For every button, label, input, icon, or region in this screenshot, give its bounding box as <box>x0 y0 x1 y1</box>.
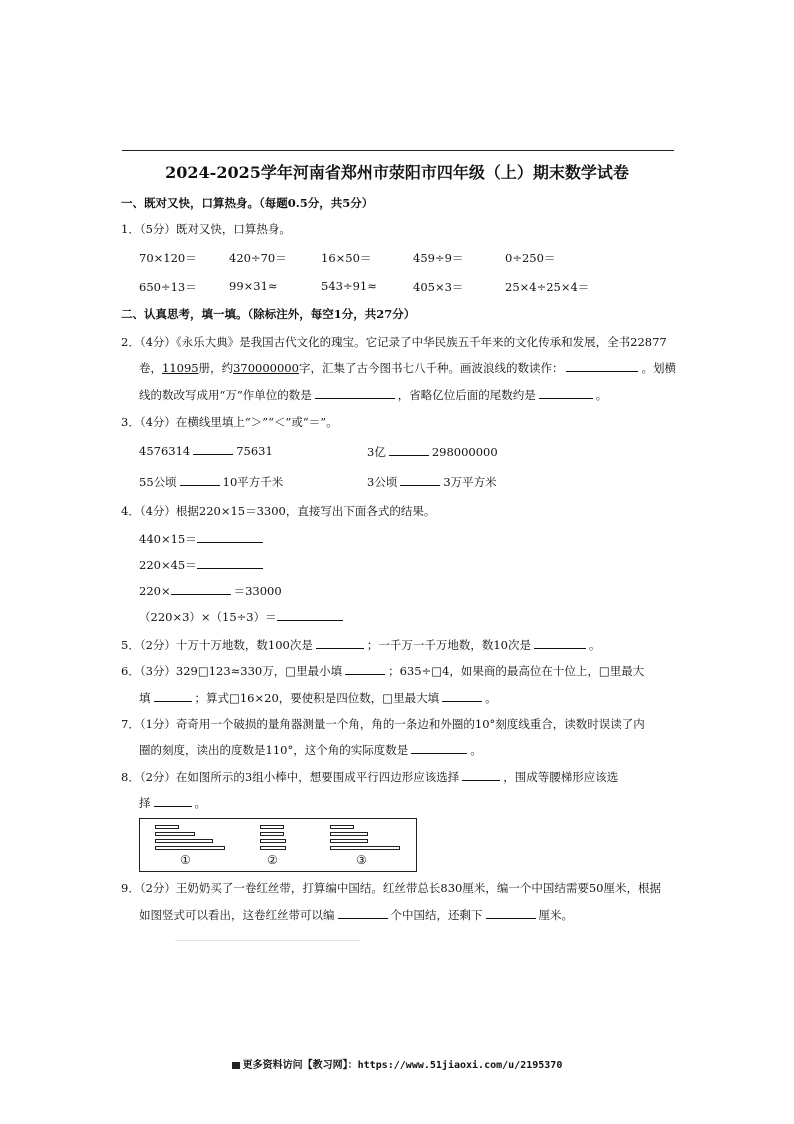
answer-blank[interactable] <box>193 444 233 455</box>
answer-blank[interactable] <box>277 610 343 621</box>
q5-text: 。 <box>588 638 601 652</box>
compare-left: 4576314 <box>139 444 191 458</box>
q4-item <box>139 609 346 625</box>
stick <box>155 832 195 836</box>
q4-item <box>139 557 266 573</box>
footer-link[interactable]: 更多资料访问【教习网】：https://www.51jiaoxi.com/u/2195370 <box>242 1060 563 1071</box>
answer-blank[interactable] <box>316 638 364 649</box>
answer-blank[interactable] <box>566 361 638 372</box>
q6-text: 。 <box>485 691 497 705</box>
compare-item <box>367 474 497 490</box>
compare-item <box>139 474 283 490</box>
q6-text: 填 <box>139 691 151 705</box>
answer-blank[interactable] <box>154 796 192 807</box>
q8-line-1 <box>121 769 618 785</box>
stick <box>260 832 284 836</box>
q4-item <box>139 531 266 547</box>
answer-blank[interactable] <box>315 388 395 399</box>
compare-item <box>367 444 498 460</box>
compare-left: 3亿 <box>367 445 386 459</box>
compare-left: 55公顷 <box>139 475 177 489</box>
answer-blank[interactable] <box>539 388 593 399</box>
stick <box>330 846 400 850</box>
stick <box>155 846 225 850</box>
q2-text: 册，约 <box>198 361 234 375</box>
straight-underlined-number: 11095 <box>162 361 199 375</box>
answer-blank[interactable] <box>171 584 231 595</box>
flag-icon <box>232 1062 240 1069</box>
calc-item: 650÷13＝ <box>139 280 197 294</box>
q9-line-1: 9．（2分）王奶奶买了一卷红丝带，打算编中国结。红丝带总长830厘米，编一个中国结需要50厘米，根据 <box>121 881 661 895</box>
q5 <box>121 637 600 653</box>
q7-line-1: 7．（1分）奇奇用一个破损的量角器测量一个角，角的一条边和外圈的10°刻度线重合，读数时误读了内 <box>121 717 645 731</box>
q5-text: 5．（2分）十万十万地数，数100次是 <box>121 638 313 652</box>
q9-text: 个中国结，还剩下 <box>390 908 483 922</box>
compare-right: 75631 <box>236 444 273 458</box>
calc-item: 70×120＝ <box>139 251 197 265</box>
calc-item: 99×31≈ <box>229 279 278 293</box>
stick <box>330 832 368 836</box>
q8-line-2 <box>139 795 206 811</box>
q4-expr: 220× <box>139 584 171 598</box>
page-title: 2024-2025学年河南省郑州市荥阳市四年级（上）期末数学试卷 <box>165 163 629 182</box>
q8-text: 8．（2分）在如图所示的3组小棒中，想要围成平行四边形应该选择 <box>121 770 460 784</box>
section-2-heading: 二、认真思考，填一填。（除标注外，每空1分，共27分） <box>121 307 416 321</box>
compare-right: 10平方千米 <box>222 475 284 489</box>
q3-stem: 3．（4分）在横线里填上“＞”“＜”或“＝”。 <box>121 415 338 429</box>
q9-text: 如图竖式可以看出，这卷红丝带可以编 <box>139 908 335 922</box>
faint-line <box>175 940 360 941</box>
q4-expr: 220×45＝ <box>139 558 197 572</box>
q6-line-2 <box>139 690 497 706</box>
q2-text: 线的数改写成用“万”作单位的数是 <box>139 388 312 402</box>
answer-blank[interactable] <box>534 638 586 649</box>
calc-item: 459÷9＝ <box>413 251 464 265</box>
answer-blank[interactable] <box>442 691 482 702</box>
header-rule <box>122 150 674 151</box>
section-1-heading: 一、既对又快，口算热身。（每题0.5分，共5分） <box>121 196 374 210</box>
q5-text: ；一千万一千万地数，数10次是 <box>366 638 531 652</box>
calc-item: 420÷70＝ <box>229 251 287 265</box>
q6-line-1 <box>121 663 644 679</box>
sticks-figure <box>139 818 417 872</box>
answer-blank[interactable] <box>411 743 467 754</box>
calc-item: 405×3＝ <box>413 280 464 294</box>
stick <box>155 825 179 829</box>
stick <box>330 839 368 843</box>
footer <box>0 1056 794 1071</box>
answer-blank[interactable] <box>462 770 500 781</box>
q2-line-2 <box>139 360 676 376</box>
calc-item: 25×4÷25×4＝ <box>505 280 590 294</box>
q8-text: 。 <box>194 796 206 810</box>
stick <box>260 839 286 843</box>
q6-text: ；635÷□4，如果商的最高位在十位上，□里最大 <box>388 664 645 678</box>
q6-text: 6．（3分）329□123≈330万，□里最小填 <box>121 664 343 678</box>
q9-line-2 <box>139 907 573 923</box>
group-label: ② <box>267 853 278 867</box>
compare-left: 3公顷 <box>367 475 398 489</box>
group-label: ① <box>180 853 191 867</box>
answer-blank[interactable] <box>338 908 388 919</box>
compare-right: 3万平方米 <box>443 475 497 489</box>
answer-blank[interactable] <box>197 558 263 569</box>
q7-text: 。 <box>470 743 482 757</box>
q2-text: 卷， <box>139 361 162 375</box>
q6-text: ；算式□16×20，要使积是四位数，□里最大填 <box>194 691 440 705</box>
q2-text: ，省略亿位后面的尾数约是 <box>397 388 536 402</box>
q7-text: 圈的刻度，读出的度数是110°，这个角的实际度数是 <box>139 743 409 757</box>
answer-blank[interactable] <box>486 908 536 919</box>
wavy-underlined-number: 370000000 <box>233 361 299 375</box>
q7-line-2 <box>139 742 482 758</box>
answer-blank[interactable] <box>400 475 440 486</box>
compare-right: 298000000 <box>431 445 498 459</box>
q8-text: ，围成等腰梯形应该选 <box>503 770 619 784</box>
calc-item: 16×50＝ <box>321 251 372 265</box>
q8-text: 择 <box>139 796 151 810</box>
stick <box>330 825 354 829</box>
q2-text: 。划横 <box>641 361 676 375</box>
stick <box>260 825 284 829</box>
q1-stem: 1．（5分）既对又快，口算热身。 <box>121 222 291 236</box>
calc-item: 0÷250＝ <box>505 251 556 265</box>
q4-expr: ＝33000 <box>233 584 282 598</box>
answer-blank[interactable] <box>180 475 220 486</box>
compare-item <box>139 444 273 458</box>
q2-text: 。 <box>595 388 608 402</box>
q4-item <box>139 583 282 599</box>
stick <box>260 846 286 850</box>
answer-blank[interactable] <box>154 691 192 702</box>
q2-text: 字，汇集了古今图书七八千种。画波浪线的数读作： <box>298 361 564 375</box>
q2-line-1: 2．（4分）《永乐大典》是我国古代文化的瑰宝。它记录了中华民族五千年来的文化传承和发展，全书22877 <box>121 335 667 349</box>
q4-expr: 440×15＝ <box>139 532 197 546</box>
answer-blank[interactable] <box>197 532 263 543</box>
q2-line-3 <box>139 387 607 403</box>
q4-expr: （220×3）×（15÷3）＝ <box>139 610 277 624</box>
answer-blank[interactable] <box>389 445 429 456</box>
stick <box>155 839 213 843</box>
q9-text: 厘米。 <box>538 908 573 922</box>
group-label: ③ <box>356 853 367 867</box>
q4-stem: 4．（4分）根据220×15＝3300，直接写出下面各式的结果。 <box>121 504 436 518</box>
calc-item: 543÷91≈ <box>321 279 377 293</box>
answer-blank[interactable] <box>345 664 385 675</box>
